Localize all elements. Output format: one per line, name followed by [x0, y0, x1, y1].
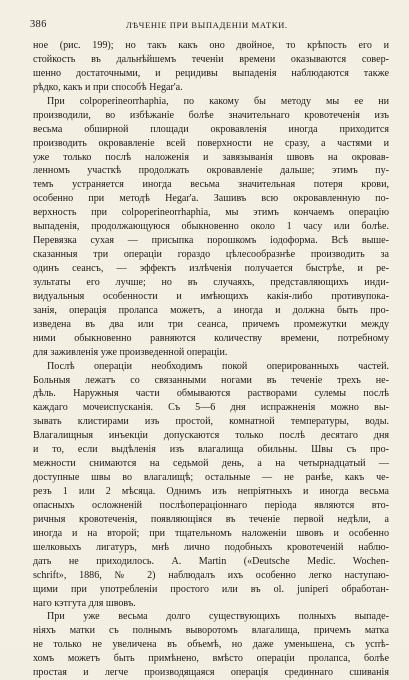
text-line: верхность при colpoperineorrhaphia, мы этимъ кончаемъ операцію [33, 207, 389, 219]
text-line: зывать клистирами изъ простой, комнатной температуры, воды. [33, 416, 389, 428]
text-line: иногда и на второй; при тщательномъ наложеніи швовъ и особенно [33, 527, 389, 539]
text-line: межности снимаются на седьмой день, а на четырнадцатый — [33, 458, 389, 470]
text-line: особенно при методѣ Hegar'а. Зашивъ всю окровавленную по- [33, 193, 389, 205]
text-line: весьма обширной площади окровавленія иногда приходится [33, 123, 389, 135]
text-line: ними обыкновенно равняются количеству времени, потребному [33, 332, 389, 344]
text-line: ніяхъ матки съ полнымъ выворотомъ влагалища, причемъ матка [33, 625, 389, 637]
text-line: шенно достаточными, и рецидивы выпаденія наблюдаются также [33, 67, 389, 79]
text-line: простая и легче производящаяся операція срединнаго сшиванія [33, 667, 389, 679]
text-line: доступные швы во влагалищѣ; остальные — не ранѣе, какъ че- [33, 472, 389, 484]
text-line: дать не приходилось. А. Martin («Deutsche Medic. Wochen- [33, 555, 389, 567]
text-line: изведена въ два или три сеанса, причемъ промежутки между [33, 318, 389, 330]
text-line: наго кэтгута для швовъ. [33, 597, 136, 609]
text-line: хомъ можетъ быть примѣнено, вмѣсто операціи пролапса, болѣе [33, 653, 389, 665]
text-line: каждаго мочеиспусканія. Съ 5—6 дня испражненія можно вы- [33, 402, 389, 414]
text-line: рѣдко, какъ и при способѣ Hegar'а. [33, 81, 183, 93]
text-line: резъ 1 или 2 мѣсяца. Однимъ изъ непріятныхъ и иногда весьма [33, 486, 389, 497]
paragraph-first-line: При colpoperineorrhaphia, по какому бы методу мы ее ни [47, 95, 389, 107]
running-title: ЛѢЧЕНІЕ ПРИ ВЫПАДЕНІИ МАТКИ. [126, 20, 288, 30]
text-line: опасныхъ осложненій послѣопераціоннаго періода являются вто- [33, 499, 389, 511]
body-text [33, 39, 389, 680]
paragraph-first-line: При уже весьма долго существующихъ полныхъ выпаде- [47, 611, 389, 623]
text-line: темъ устраняется иногда весьма значительная потеря крови, [33, 179, 389, 191]
text-line: шелковыхъ лигатуръ, мнѣ лично подобныхъ кровотеченій наблю- [33, 541, 389, 553]
text-line: производили, во избѣжаніе болѣе значительнаго кровотеченія изъ [33, 109, 389, 121]
text-line: дѣль. Наружныя части обмываются растворами сулемы послѣ [33, 388, 389, 400]
text-line: не только не увеличена въ объемѣ, но даже уменьшена, съ успѣ- [33, 639, 389, 651]
text-line: Перевязка сухая — присыпка порошкомъ іодоформа. Всѣ выше- [33, 235, 389, 247]
text-line: Больныя лежатъ со связанными ногами въ теченіе трехъ не- [33, 374, 389, 386]
text-line: производить окровавленіе всей поверхности не сразу, а частями и [33, 137, 389, 149]
text-line: выпаденія, продолжающуюся обыкновенно около 1 часу или болѣе. [33, 221, 389, 233]
text-line: ленномъ участкѣ продолжать окровавленіе дальше; этимъ пу- [33, 165, 389, 177]
text-line: уже только послѣ наложенія и завязыванія швовъ на окровав- [33, 151, 389, 163]
text-line: schrift», 1886, № 2) наблюдалъ ихъ особенно легко наступаю- [33, 569, 389, 581]
text-line: сказанныя три операціи гораздо цѣлесообразнѣе производить за [33, 249, 389, 261]
paragraph-first-line: Послѣ операціи необходимъ покой оперированныхъ частей. [47, 360, 389, 372]
text-line: стойкость въ дальнѣйшемъ теченіи времени оказываются совер- [33, 53, 389, 65]
text-line: Влагалищныя инъекціи допускаются только послѣ десятаго дня [33, 430, 389, 442]
text-line: зультаты его лучше; но въ случаяхъ, представляющихъ инди- [33, 276, 389, 288]
text-line: щими при употребленіи простого или въ ol. juniperi обработан- [33, 583, 389, 595]
text-line: ное (рис. 199); но такъ какъ оно двойное, то крѣпость его и [33, 40, 389, 51]
page-number: 386 [30, 19, 47, 30]
text-line: ричныя кровотеченія, появляющіяся въ теченіе первой недѣли, а [33, 513, 389, 525]
running-head [30, 18, 389, 32]
text-line: для заживленія уже произведенной операціи. [33, 346, 228, 358]
text-line: одинъ сеансъ, — эффектъ излѣченія получается быстрѣе, и ре- [33, 263, 389, 274]
text-line: видуальныя особенности и имѣющихъ какія-либо противупока- [33, 290, 389, 302]
text-line: и то, если выдѣленія изъ влагалища обильны. Швы съ про- [33, 444, 389, 456]
text-line: занія, операція пролапса можетъ, а иногда и должна быть про- [33, 304, 389, 316]
